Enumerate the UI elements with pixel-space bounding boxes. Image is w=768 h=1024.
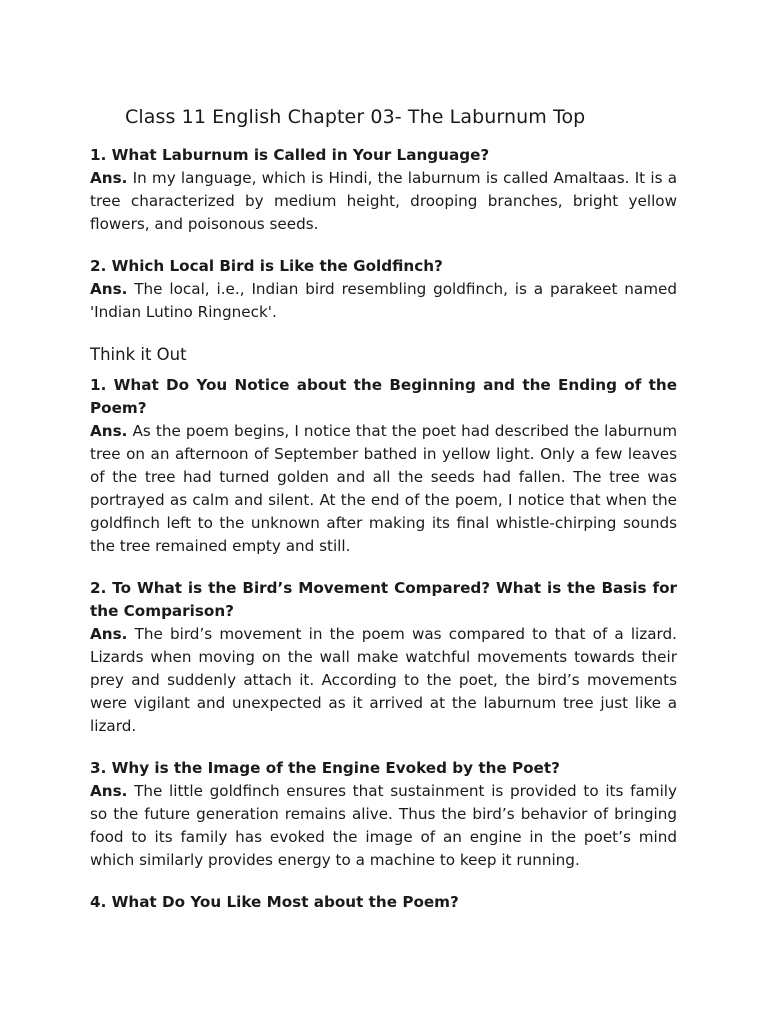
ans-label: Ans. [90,169,128,187]
ans-label: Ans. [90,625,128,643]
answer-body: In my language, which is Hindi, the laburnum is called Amaltaas. It is a tree characterized by medium height, drooping branches, bright yellow flowers, and poisonous seeds. [90,169,678,233]
question-text: 2. Which Local Bird is Like the Goldfinch? [90,257,443,275]
qa-block-bird-movement [90,577,677,738]
ans-label: Ans. [90,782,128,800]
page-title: Class 11 English Chapter 03- The Laburnum Top [125,106,586,128]
answer-body: The local, i.e., Indian bird resembling goldfinch, is a parakeet named 'Indian Lutino Ringneck'. [90,280,677,321]
qa-block-beginning-ending [90,374,677,558]
qa-block-laburnum-language [90,144,677,236]
ans-label: Ans. [90,280,128,298]
answer-body: The bird’s movement in the poem was compared to that of a lizard. Lizards when moving on the wall make watchful movements towards their prey and suddenly attach it. According to the poet, the bird’s movements were vigilant and unexpected as it arrived at the laburnum tree just like a lizard. [90,625,678,735]
question-text: 1. What Do You Notice about the Beginning and the Ending of the Poem? [90,376,677,417]
qa-block-local-bird [90,255,677,324]
question-text: 3. Why is the Image of the Engine Evoked by the Poet? [90,759,560,777]
document-page [90,104,677,933]
answer-text [90,167,677,236]
question-text: 4. What Do You Like Most about the Poem? [90,893,459,911]
answer-text [90,278,677,324]
qa-block-like-most [90,891,677,914]
answer-text [90,420,677,558]
answer-body: As the poem begins, I notice that the poet had described the laburnum tree on an afternoon of September bathed in yellow light. Only a few leaves of the tree had turned golden and all the seeds had fallen. The tree was portrayed as calm and silent. At the end of the poem, I notice that when the goldfinch left to the unknown after making its final whistle-chirping sounds the tree remained empty and still. [90,422,677,555]
qa-block-engine-image [90,757,677,872]
section-heading: Think it Out [90,345,187,364]
answer-text [90,623,677,738]
answer-text [90,780,677,872]
question-text: 2. To What is the Bird’s Movement Compared? What is the Basis for the Comparison? [90,579,677,620]
answer-body: The little goldfinch ensures that sustainment is provided to its family so the future generation remains alive. Thus the bird’s behavior of bringing food to its family has evoked the image of an engine in the poet’s mind which similarly provides energy to a machine to keep it running. [90,782,677,869]
question-text: 1. What Laburnum is Called in Your Language? [90,146,490,164]
ans-label: Ans. [90,422,128,440]
